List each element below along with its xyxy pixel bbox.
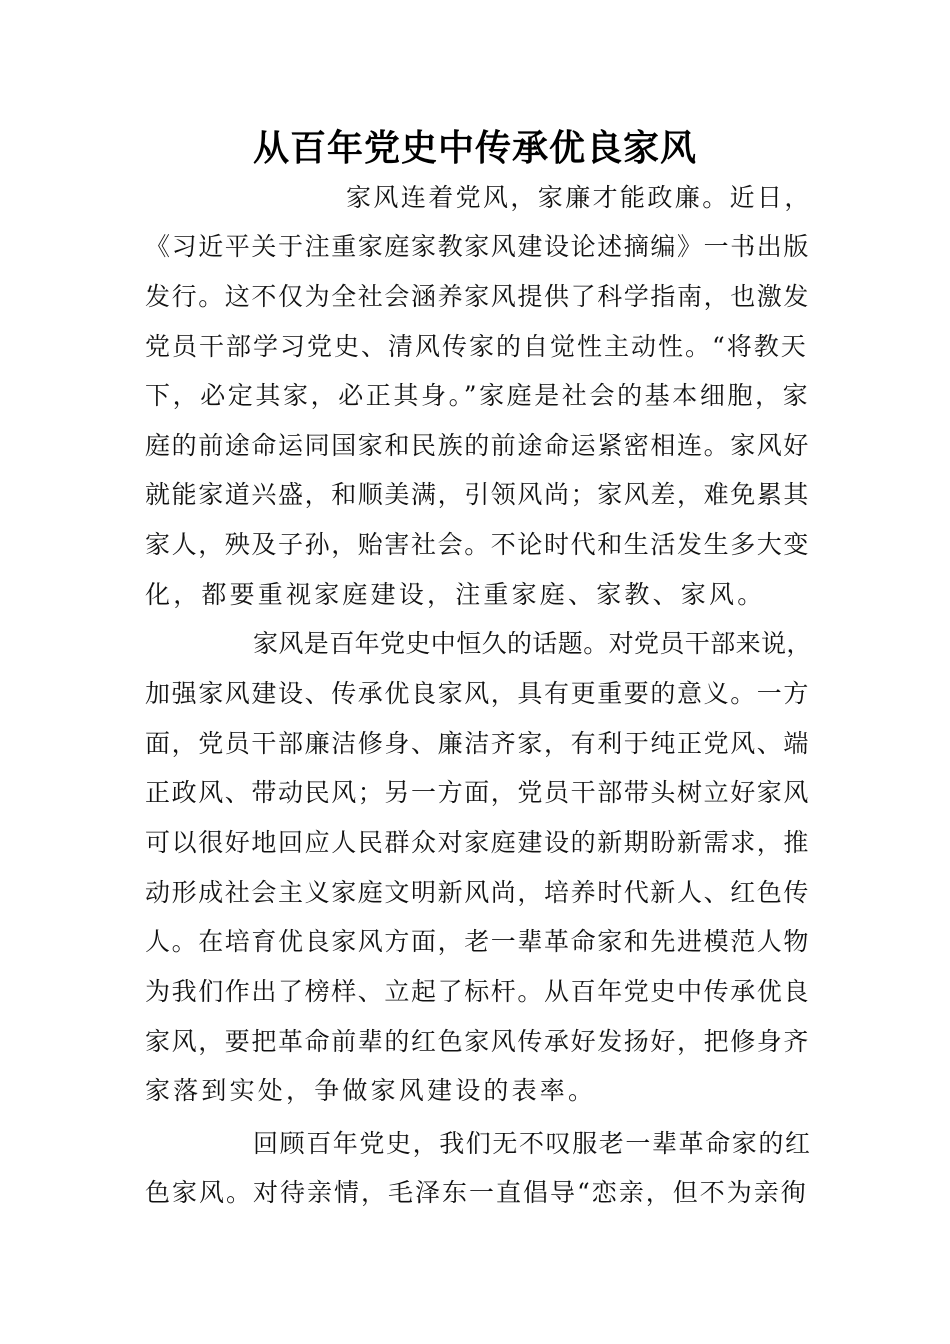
paragraph-2-line-4: 正政风、带动民风；另一方面，党员干部带头树立好家风 bbox=[145, 778, 811, 807]
paragraph-1-line-6: 庭的前途命运同国家和民族的前途命运紧密相连。家风好 bbox=[145, 431, 811, 460]
paragraph-1-line-1: 家风连着党风，家廉才能政廉。近日， bbox=[346, 183, 812, 212]
paragraph-1-line-3: 发行。这不仅为全社会涵养家风提供了科学指南，也激发 bbox=[145, 282, 811, 311]
paragraph-2-line-9: 家风，要把革命前辈的红色家风传承好发扬好，把修身齐 bbox=[145, 1027, 811, 1056]
paragraph-2-line-10: 家落到实处，争做家风建设的表率。 bbox=[145, 1076, 597, 1105]
paragraph-2-line-2: 加强家风建设、传承优良家风，具有更重要的意义。一方 bbox=[145, 679, 811, 708]
paragraph-3-line-1: 回顾百年党史，我们无不叹服老一辈革命家的红 bbox=[253, 1129, 812, 1158]
paragraph-2-line-3: 面，党员干部廉洁修身、廉洁齐家，有利于纯正党风、端 bbox=[145, 729, 811, 758]
paragraph-2-line-6: 动形成社会主义家庭文明新风尚，培养时代新人、红色传 bbox=[145, 878, 811, 907]
paragraph-1-line-9: 化，都要重视家庭建设，注重家庭、家教、家风。 bbox=[145, 580, 766, 609]
document-title: 从百年党史中传承优良家风 bbox=[252, 127, 697, 169]
paragraph-1-line-7: 就能家道兴盛，和顺美满，引领风尚；家风差，难免累其 bbox=[145, 480, 811, 509]
paragraph-1-line-2: 《习近平关于注重家庭家教家风建设论述摘编》一书出版 bbox=[145, 232, 811, 261]
paragraph-1-line-8: 家人，殃及子孙，贻害社会。不论时代和生活发生多大变 bbox=[145, 530, 811, 559]
paragraph-2-line-7: 人。在培育优良家风方面，老一辈革命家和先进模范人物 bbox=[145, 927, 811, 956]
paragraph-2-line-8: 为我们作出了榜样、立起了标杆。从百年党史中传承优良 bbox=[145, 977, 811, 1006]
paragraph-2-line-1: 家风是百年党史中恒久的话题。对党员干部来说， bbox=[253, 629, 812, 658]
paragraph-3-line-2: 色家风。对待亲情，毛泽东一直倡导“恋亲，但不为亲徇 bbox=[145, 1178, 808, 1207]
paragraph-1-line-5: 下，必定其家，必正其身。”家庭是社会的基本细胞，家 bbox=[145, 381, 811, 410]
paragraph-2-line-5: 可以很好地回应人民群众对家庭建设的新期盼新需求，推 bbox=[145, 828, 811, 857]
paragraph-1-line-4: 党员干部学习党史、清风传家的自觉性主动性。“将教天 bbox=[145, 332, 808, 361]
